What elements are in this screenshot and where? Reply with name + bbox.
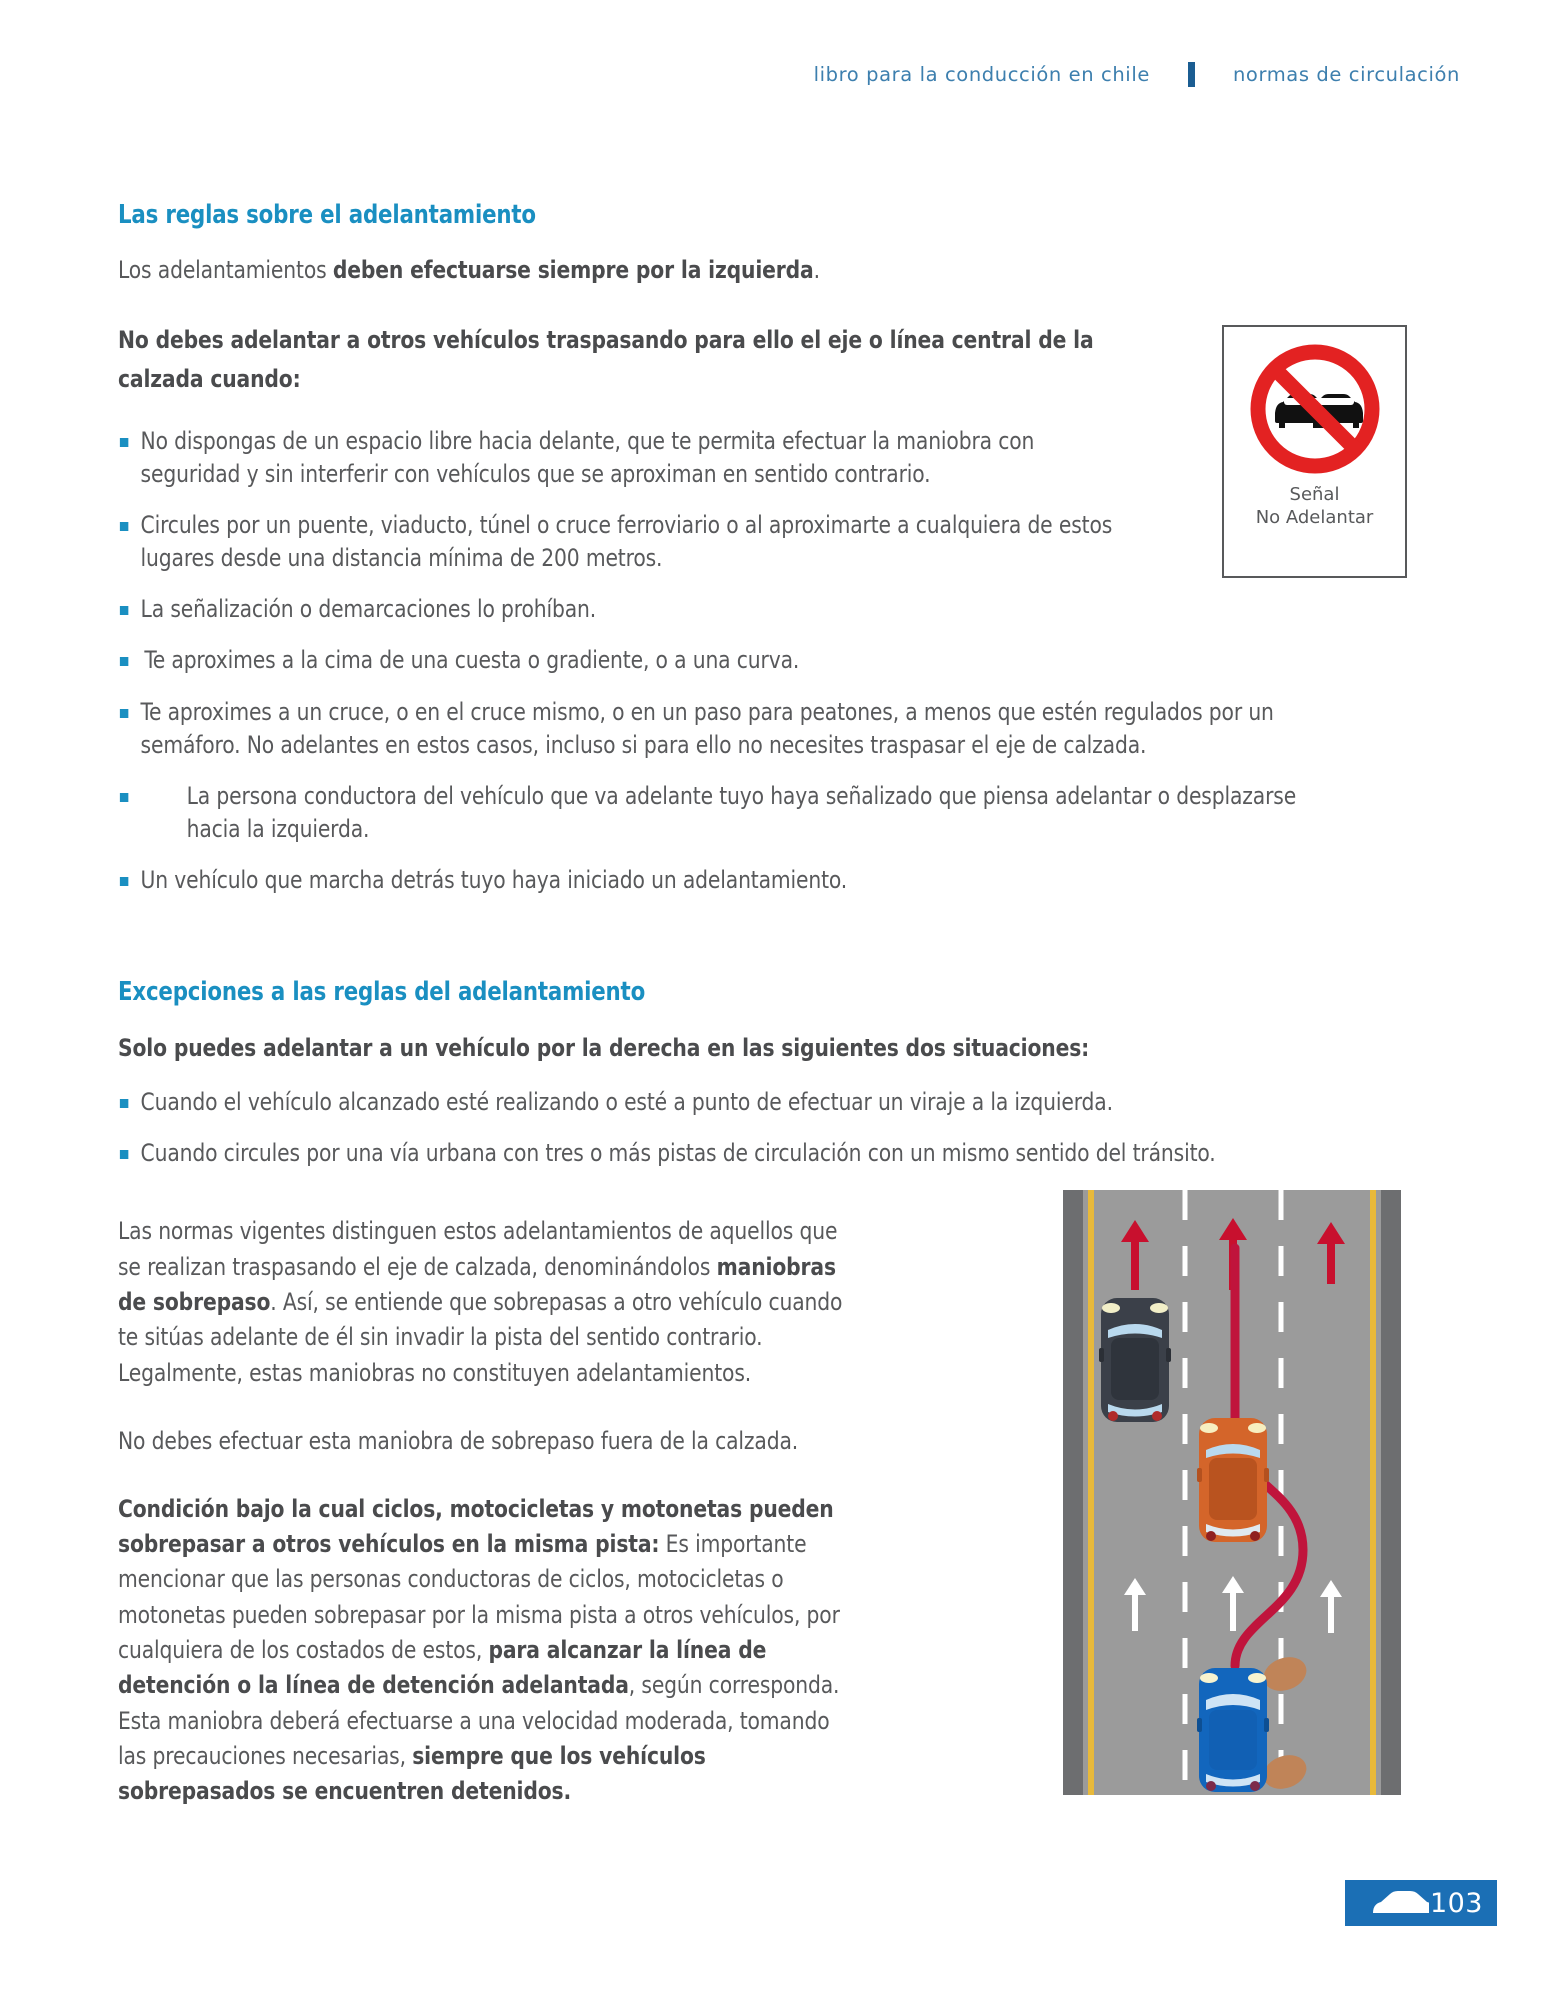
para1-part-a: Las normas vigentes distinguen estos adelantamientos de aquellos que se realizan traspasando el eje de calzada, denominándolos bbox=[118, 1217, 838, 1281]
car-silhouette-icon bbox=[1371, 1889, 1429, 1917]
intro-plain: Los adelantamientos bbox=[118, 256, 333, 284]
car-orange bbox=[1197, 1418, 1269, 1542]
lead-no-adelantar: No debes adelantar a otros vehículos traspasando para ello el eje o línea central de la calzada cuando: bbox=[118, 326, 1094, 393]
section-spacer bbox=[118, 915, 1448, 977]
bullet-list-excepciones bbox=[118, 1086, 1448, 1170]
sign-caption-line2: No Adelantar bbox=[1255, 507, 1374, 529]
header-book-title: libro para la conducción en chile bbox=[813, 63, 1150, 86]
header-chapter-title: normas de circulación bbox=[1232, 63, 1460, 86]
list-item: La señalización o demarcaciones lo prohíban. bbox=[118, 593, 1114, 626]
road-diagram-svg bbox=[1063, 1190, 1401, 1795]
para1-part-c: . Así, se entiende que sobrepasas a otro vehículo cuando te sitúas adelante de él sin invadir la pista del sentido contrario. Legalmente, estas maniobras no constituyen adelantamientos. bbox=[118, 1288, 843, 1387]
section-title-excepciones: Excepciones a las reglas del adelantamiento bbox=[118, 977, 646, 1008]
road-overtaking-figure bbox=[1063, 1190, 1401, 1795]
para3-bold-c: para alcanzar la línea de detención o la línea de detención adelantada bbox=[118, 1635, 767, 1700]
list-item: Un vehículo que marcha detrás tuyo haya iniciado un adelantamiento. bbox=[118, 864, 1321, 897]
page-number: 103 bbox=[1429, 1887, 1483, 1919]
para3-bold-a: Condición bajo la cual ciclos, motocicletas y motonetas pueden sobrepasar a otros vehículos en la misma pista: bbox=[118, 1494, 834, 1559]
sign-caption-line1: Señal bbox=[1289, 484, 1340, 505]
lead-excepciones: Solo puedes adelantar a un vehículo por la derecha en las siguientes dos situaciones: bbox=[118, 1034, 1090, 1063]
paragraph-normas-vigentes bbox=[118, 1214, 861, 1390]
bullet-list-prohibiciones bbox=[118, 425, 1448, 897]
list-item: Te aproximes a un cruce, o en el cruce mismo, o en un paso para peatones, a menos que estén regulados por un semáforo. No adelantes en estos casos, incluso si para ello no necesites traspasar el eje de calzada. bbox=[118, 696, 1321, 762]
list-item: Circules por un puente, viaducto, túnel o cruce ferroviario o al aproximarte a cualquiera de estos lugares desde una distancia mínima de 200 metros. bbox=[118, 509, 1114, 575]
para3-part-d: , según corresponda. Esta maniobra deberá efectuarse a una velocidad moderada, tomando las precauciones necesarias, bbox=[118, 1671, 840, 1770]
intro-paragraph bbox=[118, 254, 1368, 287]
intro-bold: deben efectuarse siempre por la izquierda bbox=[332, 256, 814, 284]
header-separator-bar bbox=[1188, 62, 1195, 87]
page-header bbox=[814, 62, 1460, 87]
paragraph-condicion-ciclos bbox=[118, 1492, 861, 1809]
car-dark bbox=[1099, 1298, 1171, 1422]
list-item: No dispongas de un espacio libre hacia delante, que te permita efectuar la maniobra con seguridad y sin interferir con vehículos que se aproximan en sentido contrario. bbox=[118, 425, 1114, 491]
paragraph-fuera-calzada: No debes efectuar esta maniobra de sobrepaso fuera de la calzada. bbox=[118, 1426, 799, 1455]
list-item: La persona conductora del vehículo que va adelante tuyo haya señalizado que piensa adelantar o desplazarse hacia la izquierda. bbox=[118, 780, 1321, 846]
list-item: Cuando el vehículo alcanzado esté realizando o esté a punto de efectuar un viraje a la izquierda. bbox=[118, 1086, 1321, 1119]
list-item: Te aproximes a la cima de una cuesta o gradiente, o a una curva. bbox=[118, 644, 1114, 677]
intro-tail: . bbox=[813, 256, 820, 284]
section-title-reglas: Las reglas sobre el adelantamiento bbox=[118, 200, 536, 230]
page-number-badge bbox=[1345, 1880, 1497, 1926]
list-item: Cuando circules por una vía urbana con tres o más pistas de circulación con un mismo sentido del tránsito. bbox=[118, 1137, 1331, 1170]
para3-part-b: Es importante mencionar que las personas conductoras de ciclos, motocicletas o motonetas pueden sobrepasar por la misma pista a otros vehículos, por cualquiera de los costados de estos, bbox=[118, 1530, 840, 1664]
car-blue bbox=[1197, 1668, 1269, 1792]
para1-bold: maniobras de sobrepaso bbox=[118, 1252, 836, 1316]
para3-bold-e: siempre que los vehículos sobrepasados se encuentren detenidos. bbox=[118, 1741, 706, 1806]
